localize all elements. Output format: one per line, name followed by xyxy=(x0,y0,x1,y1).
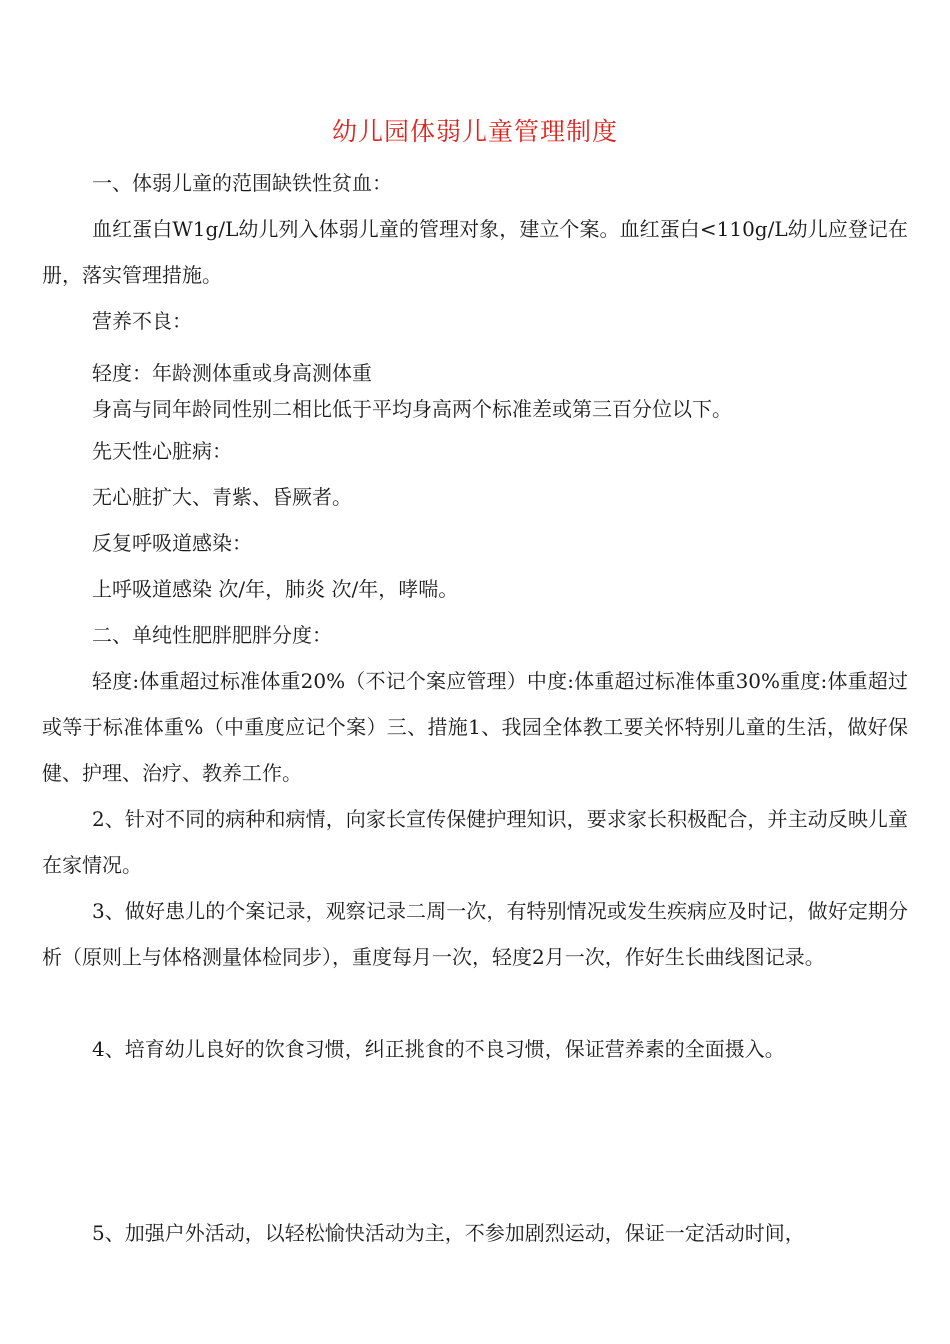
paragraph-measure-2: 2、针对不同的病种和病情，向家长宣传保健护理知识，要求家长积极配合，并主动反映儿童在家情况。 xyxy=(42,807,908,877)
paragraph-obesity-degrees: 轻度:体重超过标准体重20%（不记个案应管理）中度:体重超过标准体重30%重度:体重超过或等于标准体重%（中重度应记个案）三、措施1、我园全体教工要关怀特别儿童的生活，做好保健、护理、治疗、教养工作。 xyxy=(42,669,908,785)
paragraph-mild-malnutrition: 轻度：年龄测体重或身高测体重 xyxy=(92,361,372,385)
paragraph-measure-4: 4、培育幼儿良好的饮食习惯，纠正挑食的不良习惯，保证营养素的全面摄入。 xyxy=(92,1037,785,1061)
paragraph-anemia: 血红蛋白W1g/L幼儿列入体弱儿童的管理对象，建立个案。血红蛋白<110g/L幼儿应登记在册，落实管理措施。 xyxy=(42,217,908,287)
paragraph-measure-5: 5、加强户外活动，以轻松愉快活动为主，不参加剧烈运动，保证一定活动时间， xyxy=(92,1221,805,1245)
section-1-heading: 一、体弱儿童的范围缺铁性贫血： xyxy=(92,171,392,195)
paragraph-heart-disease-detail: 无心脏扩大、青紫、昏厥者。 xyxy=(92,485,352,509)
paragraph-malnutrition-heading: 营养不良： xyxy=(92,309,192,333)
paragraph-heart-disease-heading: 先天性心脏病： xyxy=(92,439,232,463)
paragraph-respiratory-heading: 反复呼吸道感染： xyxy=(92,531,252,555)
paragraph-respiratory-detail: 上呼吸道感染 次/年，肺炎 次/年，哮喘。 xyxy=(92,577,459,601)
document-title: 幼儿园体弱儿童管理制度 xyxy=(331,117,618,146)
paragraph-height-comparison: 身高与同年龄同性别二相比低于平均身高两个标准差或第三百分位以下。 xyxy=(92,397,732,421)
section-2-heading: 二、单纯性肥胖肥胖分度： xyxy=(92,623,332,647)
paragraph-measure-3: 3、做好患儿的个案记录，观察记录二周一次，有特别情况或发生疾病应及时记，做好定期分析（原则上与体格测量体检同步），重度每月一次，轻度2月一次，作好生长曲线图记录。 xyxy=(42,899,908,969)
